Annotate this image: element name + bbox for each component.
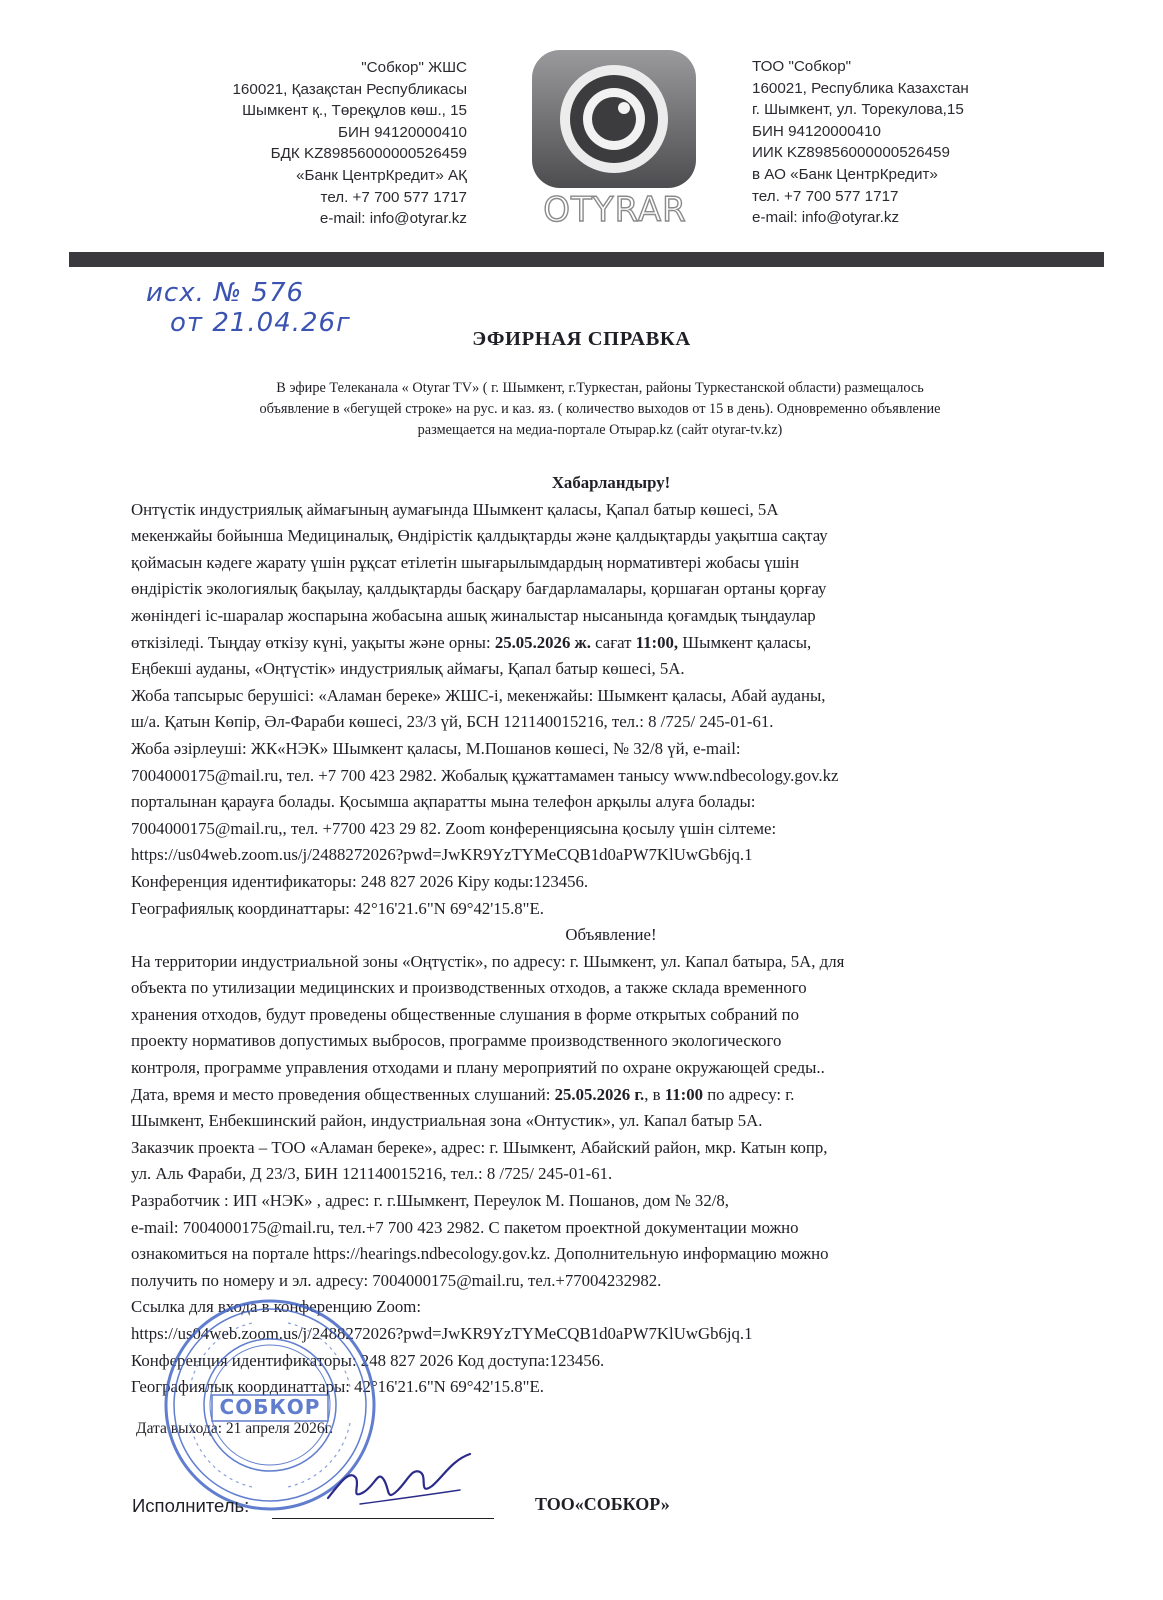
letterhead-right-line: e-mail: info@otyrar.kz xyxy=(752,209,900,227)
stamp-text: СОБКОР xyxy=(219,1395,321,1419)
otyrar-logo xyxy=(530,48,700,238)
intro-paragraph xyxy=(120,378,1080,441)
ru-zoom-link[interactable]: https://us04web.zoom.us/j/2488272026?pwd=JwKR9YzTYMeCQB1d0aPW7KlUwGb6jq.1 xyxy=(131,1324,753,1343)
letterhead-right-line: г. Шымкент, ул. Торекулова,15 xyxy=(752,101,964,119)
kz-line: Онтүстік индустриялық аймағының аумағында Шымкент қаласы, Қапал батыр көшесі, 5А xyxy=(131,499,779,519)
kz-line: 7004000175@mail.ru,, тел. +7700 423 29 82. Zoom конференциясына қосылу үшін сілтеме: xyxy=(131,818,777,838)
logo-wordmark: OTYRAR xyxy=(543,190,687,230)
letterhead-left-line: БИН 94120000410 xyxy=(338,123,467,141)
kz-line: жөніндегі іс-шаралар жоспарына жобасына ашық жиналыстар нысанында қоғамдық тыңдаулар xyxy=(131,605,816,625)
ru-time: 11:00 xyxy=(664,1084,703,1104)
ru-line: Дата, время и место проведения общественных слушаний: 25.05.2026 г., в 11:00 по адресу: г. xyxy=(131,1084,795,1104)
ru-heading: Объявление! xyxy=(565,925,657,945)
kz-line: порталынан қарауға болады. Қосымша ақпаратты мына телефон арқылы алуға болады: xyxy=(131,792,756,812)
handwritten-date: от 21.04.26г xyxy=(170,308,351,338)
ru-line: контроля, программе управления отходами и плану мероприятий по охране окружающей среды.. xyxy=(131,1058,825,1078)
ru-line: объекта по утилизации медицинских и производственных отходов, а также склада временного xyxy=(131,978,807,998)
kz-line: Географиялық координаттары: 42°16'21.6"N 69°42'15.8"E. xyxy=(131,898,544,918)
intro-line: В эфире Телеканала « Otyrar TV» ( г. Шымкент, г.Туркестан, районы Туркестанской области) размещалось xyxy=(276,380,924,396)
ru-line: Географиялық координаттары: 42°16'21.6"N 69°42'15.8"E. xyxy=(131,1377,544,1397)
letterhead-left-line: "Собкор" ЖШС xyxy=(361,59,467,76)
letterhead-left xyxy=(150,57,467,230)
letterhead-right-line: БИН 94120000410 xyxy=(752,122,881,140)
kz-line: Еңбекші ауданы, «Оңтүстік» индустриялық аймағы, Қапал батыр көшесі, 5А. xyxy=(131,659,685,679)
kz-date: 25.05.2026 ж. xyxy=(494,632,591,652)
ru-line: Заказчик проекта – ТОО «Аламан береке», адрес: г. Шымкент, Абайский район, мкр. Катын копр, xyxy=(131,1137,828,1157)
executor-label: Исполнитель: xyxy=(132,1495,250,1516)
ru-line: проекту нормативов допустимых выбросов, программе производственного экологического xyxy=(131,1031,782,1051)
kz-line: 7004000175@mail.ru, тел. +7 700 423 2982. Жобалық құжаттамамен танысу www.ndbecology.gov.kz xyxy=(131,765,839,785)
kz-heading: Хабарландыру! xyxy=(551,473,671,492)
ru-line: ул. Аль Фараби, Д 23/3, БИН 121140015216, тел.: 8 /725/ 245-01-61. xyxy=(131,1164,613,1184)
kz-zoom-link[interactable]: https://us04web.zoom.us/j/2488272026?pwd=JwKR9YzTYMeCQB1d0aPW7KlUwGb6jq.1 xyxy=(131,845,753,865)
letterhead-right-line: в АО «Банк ЦентрКредит» xyxy=(752,165,938,183)
document-title: ЭФИРНАЯ СПРАВКА xyxy=(472,328,691,350)
signature-mark xyxy=(320,1440,480,1520)
kz-time: 11:00, xyxy=(635,632,679,652)
letterhead-left-line: Шымкент қ., Төреқұлов көш., 15 xyxy=(242,102,467,120)
intro-line: размещается на медиа-портале Отырар.kz (сайт otyrar-tv.kz) xyxy=(417,422,783,438)
header-divider-bar xyxy=(69,252,1104,267)
executor-organization: ТОО«СОБКОР» xyxy=(535,1494,670,1514)
letterhead-right-line: ИИК KZ89856000000526459 xyxy=(752,144,950,162)
ru-line: получить по номеру и эл. адресу: 7004000175@mail.ru, тел.+77004232982. xyxy=(131,1270,662,1290)
signature-icon xyxy=(320,1440,480,1520)
kz-line: Жоба тапсырыс берушісі: «Аламан береке» ЖШС-і, мекенжайы: Шымкент қаласы, Абай ауданы, xyxy=(131,685,826,705)
letterhead-left-line: «Банк ЦентрКредит» АҚ xyxy=(296,166,467,184)
letterhead-right-line: 160021, Республика Казахстан xyxy=(752,79,969,97)
ru-line: хранения отходов, будут проведены общественные слушания в форме открытых собраний по xyxy=(131,1004,800,1024)
kz-line: өндірістік экологиялық бақылау, қалдықтарды басқару бағдарламалары, қоршаған ортаны қорғау xyxy=(131,579,827,599)
ru-line: Конференция идентификаторы: 248 827 2026 Код доступа:123456. xyxy=(131,1350,605,1370)
kz-line: ш/а. Қатын Көпір, Әл-Фараби көшесі, 23/3 үй, БСН 121140015216, тел.: 8 /725/ 245-01-61. xyxy=(131,712,774,732)
ru-line: ознакомиться на портале https://hearings.ndbecology.gov.kz. Дополнительную информацию можно xyxy=(131,1244,829,1264)
letterhead-right-line: тел. +7 700 577 1717 xyxy=(752,187,899,205)
letterhead-right xyxy=(752,56,1082,229)
ru-line: Шымкент, Енбекшинский район, индустриальная зона «Онтустик», ул. Капал батыр 5А. xyxy=(131,1111,763,1131)
kz-line: қоймасын кәдеге жарату үшін рұқсат етілетін шығарылымдардың нормативтері жобасы үшін xyxy=(131,552,800,572)
letterhead-left-line: e-mail: info@otyrar.kz xyxy=(319,210,467,228)
signature-line xyxy=(272,1518,494,1519)
ru-line: Ссылка для входа в конференцию Zoom: xyxy=(131,1297,421,1317)
kz-line: Жоба әзірлеуші: ЖК«НЭК» Шымкент қаласы, М.Пошанов көшесі, № 32/8 үй, e-mail: xyxy=(131,738,741,758)
ru-line: Разработчик : ИП «НЭК» , адрес: г. г.Шымкент, Переулок М. Пошанов, дом № 32/8, xyxy=(131,1191,729,1211)
kz-line: Конференция идентификаторы: 248 827 2026 Кіру коды:123456. xyxy=(131,871,589,891)
intro-line: объявление в «бегущей строке» на рус. и каз. яз. ( количество выходов от 15 в день). Одновременно объявление xyxy=(259,401,941,417)
ru-line: e-mail: 7004000175@mail.ru, тел.+7 700 423 2982. С пакетом проектной документации можно xyxy=(131,1217,799,1237)
announcement-body xyxy=(131,470,1091,1401)
ru-line: На территории индустриальной зоны «Оңтүстік», по адресу: г. Шымкент, ул. Капал батыра, 5А, для xyxy=(131,951,845,971)
letterhead-left-line: БДК KZ89856000000526459 xyxy=(270,145,467,163)
release-date: Дата выхода: 21 апреля 2026г. xyxy=(136,1420,334,1437)
ru-date: 25.05.2026 г. xyxy=(554,1084,645,1104)
handwritten-outgoing-number: исх. № 576 xyxy=(146,278,305,308)
letterhead-left-line: 160021, Қазақстан Республикасы xyxy=(232,80,467,98)
kz-line: өткізіледі. Тыңдау өткізу күні, уақыты және орны: 25.05.2026 ж. сағат 11:00, Шымкент қаласы, xyxy=(131,632,812,652)
letterhead-right-line: ТОО "Собкор" xyxy=(752,58,852,75)
letterhead-left-line: тел. +7 700 577 1717 xyxy=(320,188,467,206)
kz-line: мекенжайы бойынша Медициналық, Өндірістік қалдықтарды және қалдықтарды уақытша сақтау xyxy=(131,526,828,546)
